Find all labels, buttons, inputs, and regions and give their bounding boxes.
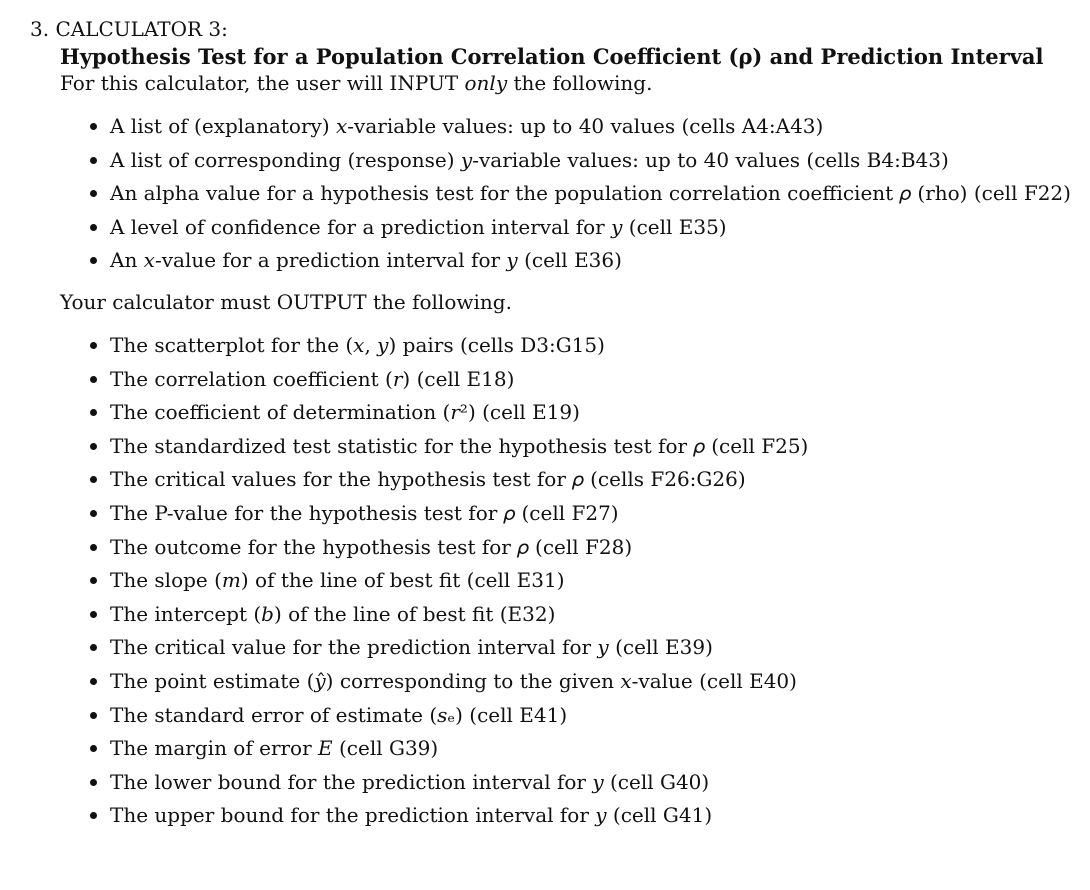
list-item: The point estimate (𝑦̂) corresponding to the given 𝑥-value (cell E40) [88, 665, 808, 699]
list-item: An 𝑥-value for a prediction interval for 𝑦 (cell E36) [88, 244, 1071, 278]
list-item: The intercept (𝑏) of the line of best fit (E32) [88, 598, 808, 632]
list-item: A list of corresponding (response) 𝑦-variable values: up to 40 values (cells B4:B43) [88, 144, 1071, 178]
section-title: CALCULATOR 3: [55, 17, 228, 41]
list-item: An alpha value for a hypothesis test for the population correlation coefficient 𝜌 (rho) (cell F22) [88, 177, 1071, 211]
list-item: The standard error of estimate (𝑠ₑ) (cell E41) [88, 699, 808, 733]
output-list [88, 329, 808, 833]
list-item: The scatterplot for the (𝑥, 𝑦) pairs (cells D3:G15) [88, 329, 808, 363]
list-item: The coefficient of determination (𝑟²) (cell E19) [88, 396, 808, 430]
list-item: The P-value for the hypothesis test for 𝜌 (cell F27) [88, 497, 808, 531]
input-intro-emphasis: only [464, 71, 508, 95]
list-item: The margin of error 𝐸 (cell G39) [88, 732, 808, 766]
input-intro [60, 70, 652, 96]
list-item: The upper bound for the prediction interval for 𝑦 (cell G41) [88, 799, 808, 833]
input-list [88, 110, 1071, 278]
list-item: The critical value for the prediction interval for 𝑦 (cell E39) [88, 631, 808, 665]
output-intro: Your calculator must OUTPUT the following. [60, 290, 512, 314]
list-item: The correlation coefficient (𝑟) (cell E18) [88, 363, 808, 397]
input-intro-before: For this calculator, the user will INPUT [60, 71, 465, 95]
list-item: The standardized test statistic for the hypothesis test for 𝜌 (cell F25) [88, 430, 808, 464]
section-heading [30, 16, 228, 42]
list-item: The slope (𝑚) of the line of best fit (cell E31) [88, 564, 808, 598]
input-intro-after: the following. [507, 71, 653, 95]
list-item: The outcome for the hypothesis test for 𝜌 (cell F28) [88, 531, 808, 565]
list-item: The critical values for the hypothesis test for 𝜌 (cells F26:G26) [88, 463, 808, 497]
document-subtitle: Hypothesis Test for a Population Correlation Coefficient (ρ) and Prediction Interval [60, 44, 1044, 69]
section-number: 3. [30, 17, 50, 41]
list-item: A list of (explanatory) 𝑥-variable values: up to 40 values (cells A4:A43) [88, 110, 1071, 144]
list-item: The lower bound for the prediction interval for 𝑦 (cell G40) [88, 766, 808, 800]
list-item: A level of confidence for a prediction interval for 𝑦 (cell E35) [88, 211, 1071, 245]
